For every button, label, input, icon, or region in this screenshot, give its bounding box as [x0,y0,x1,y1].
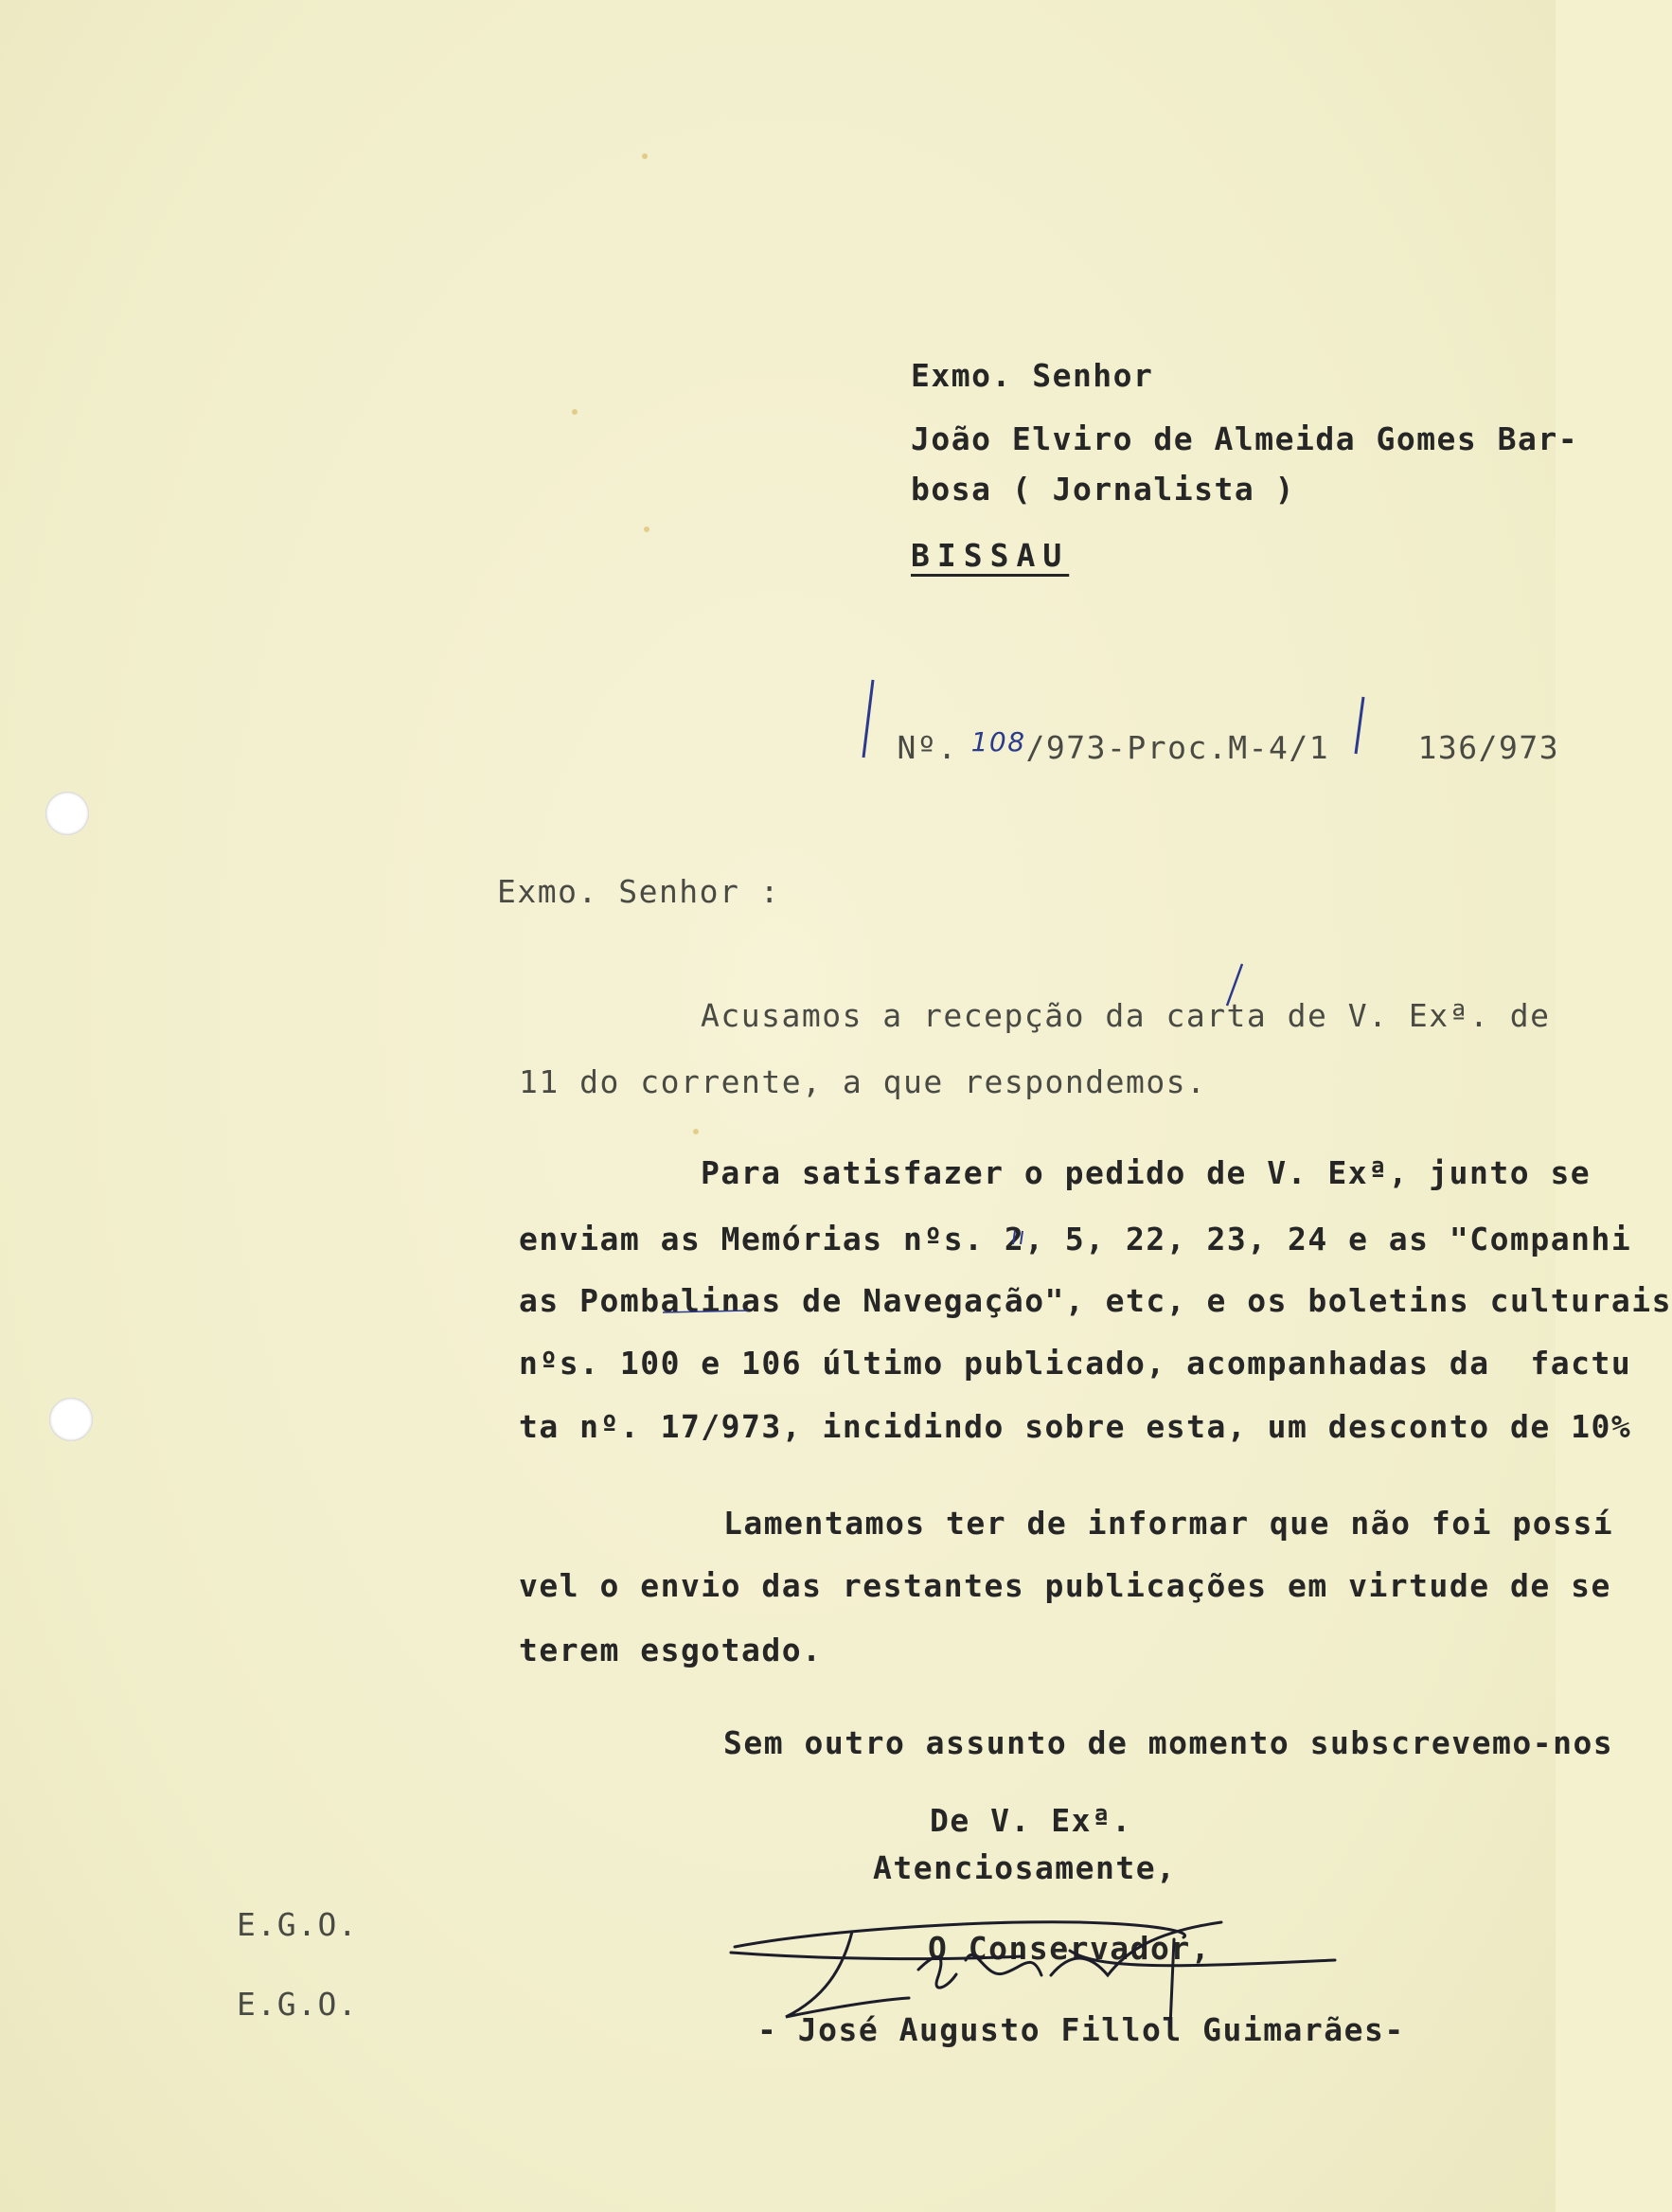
body-p4-line1: Sem outro assunto de momento subscrevemo-nos [723,1724,1614,1761]
address-salutation: Exmo. Senhor [911,357,1154,394]
reference-prefix: Nº. [897,729,958,766]
carta-accent-mark [1227,964,1242,1006]
underline-mark [663,1311,748,1312]
reference-suffix: /973-Proc.M-4/1 [1025,729,1330,766]
body-p2-line2: enviam as Memórias nºs. 2, 5, 22, 23, 24 e as "Companhi [519,1221,1632,1258]
reference-date-suffix: 6/973 [1458,729,1560,766]
body-p2-line1: Para satisfazer o pedido de V. Exª, junto se [701,1154,1592,1191]
reference-handwritten-number: 108 [970,726,1026,758]
body-p3-line2: vel o envio das restantes publicações em virtude de se [519,1567,1611,1604]
body-p1-line1: Acusamos a recepção da carta de V. Exª. de [701,997,1551,1034]
initials-first: E.G.O. [237,1906,359,1943]
body-p2-line3: as Pombalinas de Navegação", etc, e os boletins culturais [519,1282,1672,1319]
date-slash-mark [1356,697,1363,754]
closing-line1: De V. Exª. [930,1802,1132,1839]
quote-tick-mark [1013,1231,1023,1244]
ref-slash-mark [863,680,873,758]
address-city: BISSAU [911,537,1070,574]
address-name-line2: bosa ( Jornalista ) [911,471,1295,508]
initials-second: E.G.O. [237,1986,359,2023]
greeting: Exmo. Senhor : [497,873,781,910]
signature [731,1922,1335,2026]
body-p1-line2: 11 do corrente, a que respondemos. [519,1063,1207,1100]
body-p3-line1: Lamentamos ter de informar que não foi possí [723,1505,1614,1542]
body-p2-line5: ta nº. 17/973, incidindo sobre esta, um desconto de 10% [519,1408,1632,1445]
body-p3-line3: terem esgotado. [519,1632,823,1668]
reference-date-prefix: 13 [1417,729,1459,766]
closing-line3: O Conservador, [928,1930,1212,1967]
closing-line2: Atenciosamente, [873,1849,1177,1886]
signatory-name: - José Augusto Fillol Guimarães- [757,2011,1405,2048]
body-p2-line4: nºs. 100 e 106 último publicado, acompanhadas da factu [519,1345,1632,1382]
address-name-line1: João Elviro de Almeida Gomes Bar- [911,420,1579,457]
